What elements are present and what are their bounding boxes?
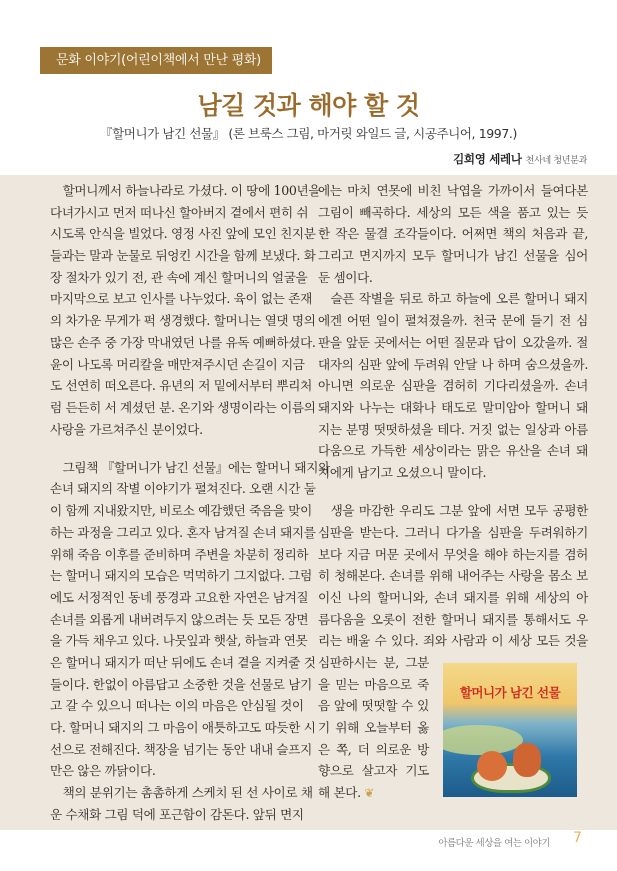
author-name: 김희영 세레나 [453,152,522,166]
text-line: 손녀 돼지의 작별 이야기가 펼쳐진다. 오랜 시간 둘 [50,481,316,497]
text-line: 그림이 빼곡하다. 세상의 모든 색을 품고 있는 듯 [318,204,588,220]
cover-pig-granddaughter [513,743,541,777]
text-line: 에도 서정적인 동네 풍경과 고요한 자연은 남겨질 [50,589,309,605]
text-line: 고 갈 수 있으니 떠나는 이의 마음은 안심될 것이 [50,698,304,714]
text-line: 심판을 받는다. 그러니 다가올 심판을 두려워하기 [318,524,588,540]
book-cover-title: 할머니가 남긴 선물 [459,685,561,700]
text-line: 들이다. 한없이 아름답고 소중한 것을 선물로 남기 [50,676,312,692]
text-line: 만은 않은 까닭이다. [50,763,156,779]
text-line: 다움으로 가득한 세상이라는 맑은 유산을 손녀 돼 [318,443,588,459]
text-line: 들과는 말과 눈물로 뒤엉킨 시간을 함께 보냈다. 화 [50,248,316,264]
text-line: 대자의 심판 앞에 두려워 안달 나 하며 숨으셨을까. [318,356,588,372]
text-line: 향으로 살고자 기도 [318,763,429,779]
text-line: 음 앞에 떳떳할 수 있 [318,698,429,714]
page-number: 7 [573,830,582,846]
text-line: 해 본다. ❦ [318,785,374,801]
text-line: 판을 앞둔 곳에서는 어떤 질문과 답이 오갔을까. 절 [318,334,588,350]
text-line: 윤이 나도록 머리칼을 매만져주시던 손길이 지금 [50,356,305,372]
text-line: 선으로 전해진다. 책장을 넘기는 동안 내내 슬프지 [50,741,312,757]
text-line: 위해 죽음 이후를 준비하며 주변을 차분히 정리하 [50,546,309,562]
paragraph [50,782,313,825]
paragraph [50,180,321,440]
paragraph [50,457,330,782]
text-line: 둔 셈이다. [318,269,373,285]
cover-lilypad-land [443,725,523,755]
text-line: 이신 나의 할머니와, 손녀 돼지를 위해 세상의 아 [318,589,588,605]
text-line: 사랑을 가르쳐주신 분이었다. [50,421,203,437]
text-line: 에는 마치 연못에 비친 낙엽을 가까이서 들여다본 [318,183,588,198]
text-line: 에겐 어떤 일이 펼쳐졌을까. 천국 문에 들기 전 심 [318,313,588,329]
article-title: 남길 것과 해야 할 것 [197,91,420,120]
text-line: 손녀를 외롭게 내버려두지 않으려는 듯 모든 장면 [50,611,309,627]
cover-pig-grandmother [477,751,507,781]
text-line: 이 함께 지내왔지만, 비로소 예감했던 죽음을 맞이 [50,503,312,519]
paragraph [318,500,588,652]
text-line: 은 할머니 돼지가 떠난 뒤에도 손녀 곁을 지켜줄 것 [50,654,316,670]
text-line: 을 가득 채우고 있다. 나뭇잎과 햇살, 하늘과 연못 [50,633,308,649]
text-line: 럼 든든히 서 계셨던 분. 온기와 생명이라는 이름의 [50,399,316,415]
section-tag: 문화 이야기(어린이책에서 만난 평화) [40,47,272,74]
text-line: 을 믿는 마음으로 죽 [318,676,429,692]
text-line: 는 할머니 돼지의 모습은 먹먹하기 그지없다. 그럼 [50,568,312,584]
text-line: 다. 할머니 돼지의 그 마음이 애틋하고도 따듯한 시 [50,720,316,735]
text-line: 지는 분명 떳떳하셨을 테다. 거짓 없는 일상과 아름 [318,421,588,437]
text-line: 름다움을 오롯이 전한 할머니 돼지를 통해서도 우 [318,611,588,627]
text-line: 은 쪽, 더 의로운 방 [318,741,429,757]
text-line: 한 작은 물결 조각들이다. 어쩌면 책의 처음과 끝, [318,226,588,242]
paragraph [318,180,588,288]
text-line: 마지막으로 보고 인사를 나누었다. 육이 없는 존재 [50,291,312,307]
author-affiliation: 천사네 청년분과 [525,156,587,166]
text-line: 지에게 남기고 오셨으니 말이다. [318,464,487,480]
text-line: 히 청해본다. 손녀를 위해 내어주는 사랑을 몸소 보 [318,568,588,584]
text-line: 하는 과정을 그리고 있다. 혼자 남겨질 손녀 돼지를 [50,524,316,540]
text-line: 슬픈 작별을 뒤로 하고 하늘에 오른 할머니 돼지 [330,291,588,307]
text-line: 많은 손주 중 가장 막내였던 나를 유독 예뻐하셨다. [50,334,316,350]
paragraph [318,288,588,483]
text-line: 돼지와 나누는 대화나 태도로 말미암아 할머니 돼 [318,399,588,415]
text-line: 책의 분위기는 촘촘하게 스케치 된 선 사이로 채 [62,785,313,801]
text-line: 생을 마감한 우리도 그분 앞에 서면 모두 공평한 [330,503,588,519]
text-line: 시도록 안식을 빌었다. 영정 사진 앞에 모인 친지분 [50,226,316,242]
text-line: 할머니께서 하늘나라로 가셨다. 이 땅에 100년을 [62,183,321,198]
text-line: 기 위해 오늘부터 옳 [318,720,429,735]
author-byline [453,151,587,167]
text-line: 장 절차가 있기 전, 관 속에 계신 할머니의 얼굴을 [50,269,308,285]
article-subtitle: 『할머니가 남긴 선물』 (론 브룩스 그림, 마거릿 와일드 글, 시공주니어, 1997.) [100,126,517,141]
text-line: 보다 지금 머문 곳에서 무엇을 해야 하는지를 겸허 [318,546,588,562]
book-cover-image [443,663,577,797]
text-line: 도 선연히 떠오른다. 유년의 저 밑에서부터 뿌리처 [50,378,312,394]
left-column [50,180,330,842]
text-line: 심판하시는 분, 그분 [318,654,429,670]
footer-tagline: 아름다운 세상을 여는 이야기 [438,838,550,849]
wheat-ornament-icon: ❦ [360,786,374,801]
text-line: 운 수채화 그림 덕에 포근함이 감돈다. 앞뒤 면지 [50,806,304,822]
text-line: 다녀가시고 먼저 떠나신 할아버지 곁에서 편히 쉬 [50,204,309,220]
text-line: 그림책 『할머니가 남긴 선물』에는 할머니 돼지와 [62,459,330,475]
text-line: 아니면 의로운 심판을 겸허히 기다리셨을까. 손녀 [318,378,588,394]
text-line: 리는 배울 수 있다. 죄와 사람과 이 세상 모든 것을 [318,633,588,649]
text-line: 의 차가운 무게가 퍽 생경했다. 할머니는 열댓 명의 [50,313,316,329]
text-line: 그리고 면지까지 모두 할머니가 남긴 선물을 심어 [318,248,588,264]
